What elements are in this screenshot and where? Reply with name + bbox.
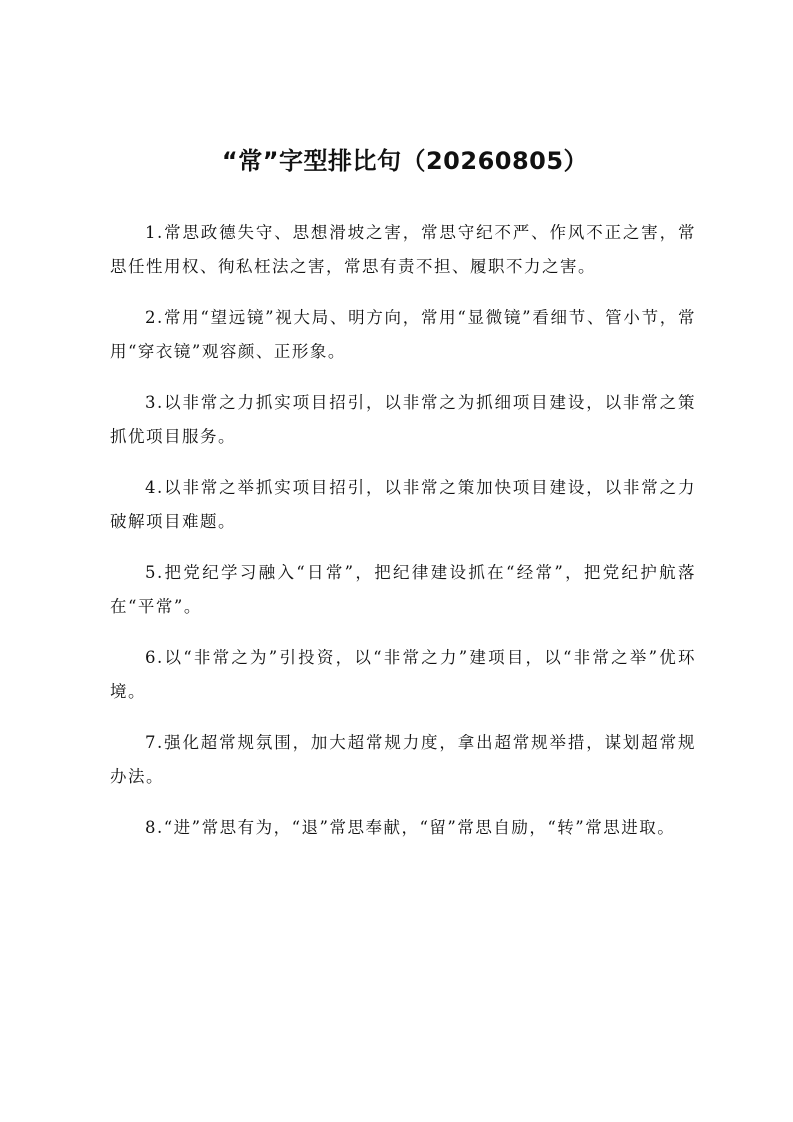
paragraph-1: 1.常思政德失守、思想滑坡之害，常思守纪不严、作风不正之害，常思任性用权、徇私枉法之害，常思有责不担、履职不力之害。 [110,223,696,276]
paragraph-8: 8.“进”常思有为，“退”常思奉献，“留”常思自励，“转”常思进取。 [145,818,676,837]
paragraph-4: 4.以非常之举抓实项目招引，以非常之策加快项目建设，以非常之力破解项目难题。 [110,478,696,531]
paragraph-5: 5.把党纪学习融入“日常”，把纪律建设抓在“经常”，把党纪护航落在“平常”。 [110,563,696,616]
paragraph-6: 6.以“非常之为”引投资，以“非常之力”建项目，以“非常之举”优环境。 [110,648,696,701]
paragraph-2: 2.常用“望远镜”视大局、明方向，常用“显微镜”看细节、管小节，常用“穿衣镜”观容颜、正形象。 [110,308,696,361]
paragraph-7: 7.强化超常规氛围，加大超常规力度，拿出超常规举措，谋划超常规办法。 [110,733,696,786]
document-title: “常”字型排比句（20260805） [221,147,589,175]
paragraph-3: 3.以非常之力抓实项目招引，以非常之为抓细项目建设，以非常之策抓优项目服务。 [110,393,696,446]
